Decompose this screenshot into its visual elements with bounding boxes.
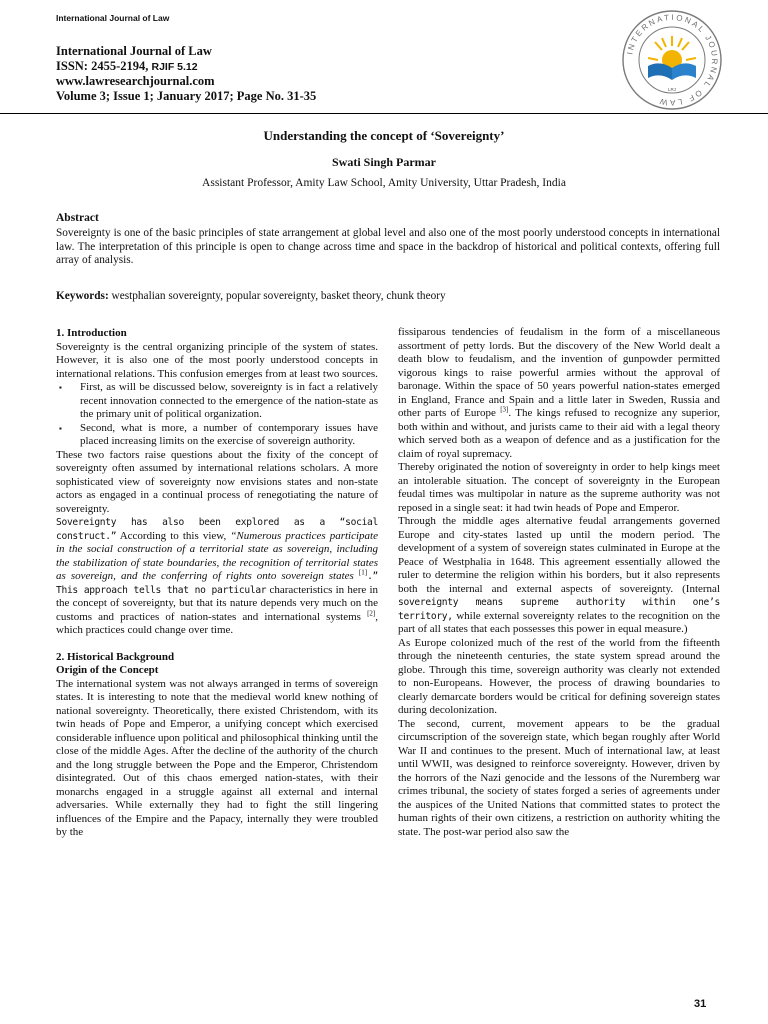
intro-heading: 1. Introduction (56, 327, 127, 339)
body-text: Through the middle ages alternative feudal arrangements governed Europe and city-states lasted up until the modern period. The development of a system of sovereign states culminated in Europe at the Peace of Westphalia in 1648. This agreement essentially allowed the ruler to determine the religion within his borders, but it also represents both the internal and external aspects of sovereignty. (Internal (398, 515, 720, 595)
intro-paragraph-3 (56, 516, 378, 638)
body-mono-text: sovereignty means supreme authority within one’s territory, (398, 597, 720, 622)
citation-ref: [3] (500, 405, 509, 414)
right-column (398, 326, 720, 839)
page-number: 31 (694, 998, 707, 1010)
logo-ring-text: INTERNATIONAL JOURNAL OF LAW (625, 12, 720, 108)
quote-open-text: “Numerous practices participate in the (56, 529, 378, 555)
bullet-text: Second, what is more, a number of contemporary issues have placed increasing limits on the exercise of sovereign authority. (80, 421, 378, 447)
author-affiliation: Assistant Professor, Amity Law School, Amity University, Uttar Pradesh, India (202, 177, 566, 189)
intro-paragraph-2: These two factors raise questions about the fixity of the concept of sovereignty often assumed by international relations scholars. A more sophisticated view of sovereignty now envisions states and non-state actors as engaged in a continual process of renegotiating the nature of sovereignty. (56, 448, 378, 515)
issn-text: ISSN: 2455-2194, (56, 58, 149, 73)
history-paragraph-1: The international system was not always arranged in terms of sovereign states. It is interesting to note that the medieval world knew nothing of national sovereignty. Theoretically, there existed Christendom, with its twin heads of Pope and Emperor, a unifying concept which exercised considerable influence upon political and philosophical thinking until the close of the middle Ages. After the decline of the authority of the church and the long struggle between the Pope and the Emperor, Christendom disintegrated. Out of this chaos emerged nation-states, with their monarchs engaged in a struggle against all external and internal adversaries. While externally they had to fight the still lingering influences of the Empire and the Papacy, internally they were troubled by the (56, 677, 378, 838)
citation-ref: [1] (358, 568, 368, 577)
journal-name: International Journal of Law (56, 44, 212, 58)
journal-volume: Volume 3; Issue 1; January 2017; Page No. 31-35 (56, 88, 317, 103)
journal-header (56, 44, 316, 103)
bullet-icon: ▪ (59, 423, 62, 433)
right-paragraph-1 (398, 326, 720, 461)
right-paragraph-2: Thereby originated the notion of sovereignty in order to help kings meet an intolerable situation. The concept of sovereignty in the European feudal times was multipolar in nature as the supreme authority was not reposed in a single seat: it had twin heads of Pope and Emperor. (398, 461, 720, 514)
history-subheading: Origin of the Concept (56, 664, 159, 676)
citation-ref: [2] (367, 608, 376, 617)
intro-text: , which practices could change over time. (56, 610, 379, 636)
right-paragraph-5: The second, current, movement appears to be the gradual circumscription of the sovereign state, which began roughly after World War II and continues to the present. Much of international law, at least until WWII, was designed to reinforce sovereignty. However, driven by the horrors of the Nazi genocide and the lessons of the Nuremberg war crimes tribunal, the society of states forged a series of agreements under the auspices of the United Nations that committed states to protect the human rights of their own citizens, a restriction on authority whiting the state. The post-war period also saw the (398, 717, 720, 838)
logo-small-text: LRJ (667, 87, 677, 92)
running-journal-tag: International Journal of Law (56, 13, 170, 23)
body-text: while external sovereignty relates to the recognition on the part of all states that each possesses this power in equal measure.) (398, 609, 721, 635)
journal-issn (56, 59, 316, 75)
right-paragraph-3 (398, 515, 720, 637)
history-heading: 2. Historical Background (56, 650, 175, 663)
keywords-label: Keywords: (56, 290, 109, 302)
intro-mono-text: Sovereignty has also been explored as a “social construct.” (56, 517, 378, 542)
body-text: . The kings refused to recognize any superior, both within and without, and jurists came to their aid with a legal theory which served both as a weapon of defence and as a justification for the claim of royal supremacy. (398, 407, 720, 460)
journal-url: www.lawresearchjournal.com (56, 74, 215, 88)
quote-italic-text: social construction of a territorial state as sovereign, including the stabilization of state boundaries, the recognition of territorial states as sovereign, and the conferring of rights onto sovereign states (56, 543, 379, 582)
keywords (56, 290, 720, 302)
body-text: fissiparous tendencies of feudalism in the form of a miscellaneous assortment of petty lords. But the discovery of the New World dealt a death blow to feudalism, and the invention of gunpowder permitted vigorous kings to raise powerful armies without the approval of baronage. Within the space of 50 years powerful nation-states emerged in England, France and Spain and a little later in Sweden, Russia and other parts of Europe (398, 326, 720, 419)
right-paragraph-4: As Europe colonized much of the rest of the world from the fifteenth through the nineteenth centuries, the state system spread around the globe. Through this time, sovereign authority was clearly not extended to non-Europeans. However, the process of drawing boundaries to clearly demarcate borders would be critical for defining sovereign states during decolonization. (398, 636, 720, 716)
abstract-text: Sovereignty is one of the basic principles of state arrangement at global level and also one of the most poorly understood concepts in international law. The interpretation of this principle is open to change across time and space in the backdrop of historical and political contexts, offering full array of analysis. (56, 227, 720, 266)
journal-logo (620, 8, 724, 112)
bullet-icon: ▪ (59, 383, 62, 392)
intro-paragraph-1: Sovereignty is the central organizing principle of the system of states. However, it is also one of the most poorly understood concepts in international relations. This confusion emerges from at least two sources. (56, 340, 378, 380)
intro-text: characteristics in here in the concept of sovereignty, but that its nature depends very much on the customs and practices of nation-states and international systems (56, 583, 379, 623)
paper-title: Understanding the concept of ‘Sovereignty’ (263, 128, 505, 143)
rjif-text: RJIF 5.12 (151, 60, 198, 73)
bullet-text: First, as will be discussed below, sovereignty is in fact a relatively recent innovation connected to the emergence of the nation-state as the primary unit of political organization. (80, 381, 378, 420)
paper-author: Swati Singh Parmar (331, 155, 436, 169)
bullet-item (56, 422, 378, 449)
abstract-heading: Abstract (56, 212, 99, 224)
keywords-text: westphalian sovereignty, popular sovereignty, basket theory, chunk theory (111, 290, 446, 302)
intro-text: According to this view, (119, 529, 231, 542)
bullet-item (56, 381, 378, 422)
left-column (56, 327, 378, 840)
intro-mono-text: .” This approach tells that no particular (56, 571, 379, 596)
header-rule (0, 113, 768, 114)
